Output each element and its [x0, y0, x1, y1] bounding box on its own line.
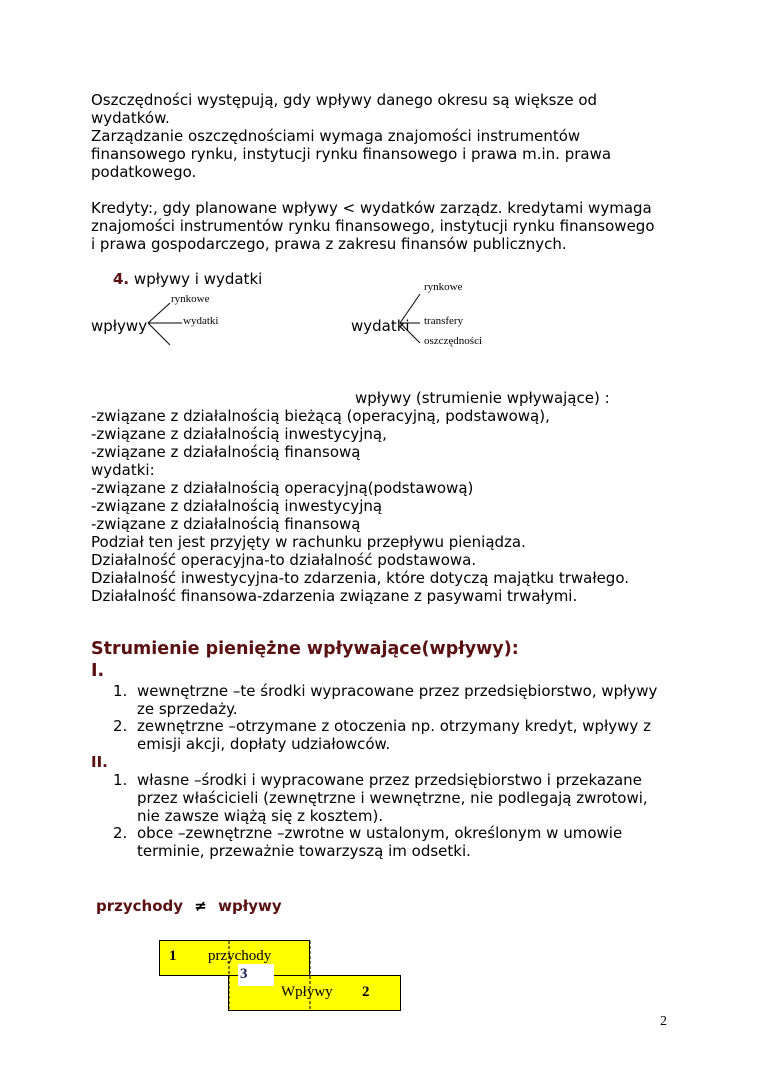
- list1-item1-line: wewnętrzne –te środki wypracowane przez przedsiębiorstwo, wpływy: [137, 682, 658, 700]
- intro-line-3: Zarządzanie oszczędnościami wymaga znajomości instrumentów: [91, 127, 581, 145]
- list1-item2-number: 2.: [113, 717, 128, 735]
- flows-line: -związane z działalnością inwestycyjną,: [91, 425, 387, 443]
- box2-number: 2: [362, 984, 370, 1000]
- intro-line-1: Oszczędności występują, gdy wpływy danego okresu są większe od: [91, 91, 598, 109]
- flows-header: wpływy (strumienie wpływające) :: [355, 389, 610, 407]
- list2-item1-line: własne –środki i wypracowane przez przedsiębiorstwo i przekazane: [137, 771, 642, 789]
- neq-right: wpływy: [218, 897, 282, 915]
- flows-line: -związane z działalnością operacyjną(podstawową): [91, 479, 474, 497]
- section-title: wpływy i wydatki: [133, 270, 263, 288]
- overlap-number: 3: [240, 966, 248, 982]
- intro-line-4: finansowego rynku, instytucji rynku finansowego i prawa m.in. prawa: [91, 145, 612, 163]
- list2-item1-line: przez właścicieli (zewnętrzne i wewnętrzne, nie podlegają zwrotowi,: [137, 789, 648, 807]
- credits-line-2: znajomości instrumentów rynku finansowego, instytucji rynku finansowego: [91, 217, 655, 235]
- roman-numeral-1: I.: [91, 661, 105, 681]
- cash-heading: Strumienie pieniężne wpływające(wpływy):: [91, 639, 519, 659]
- list1-item2-line: zewnętrzne –otrzymane z otoczenia np. otrzymany kredyt, wpływy z: [137, 717, 651, 735]
- list1-item1-number: 1.: [113, 682, 128, 700]
- flows-line: -związane z działalnością finansową: [91, 515, 361, 533]
- list1-item2-line: emisji akcji, dopłaty udziałowców.: [137, 735, 391, 753]
- list2-item2-number: 2.: [113, 824, 128, 842]
- right-diagram-branch-top: rynkowe: [424, 281, 463, 293]
- intro-line-5: podatkowego.: [91, 163, 197, 181]
- right-diagram-branch-bottom: oszczędności: [424, 335, 483, 347]
- flows-line: Działalność operacyjna-to działalność podstawowa.: [91, 551, 477, 569]
- section-number: 4.: [113, 270, 130, 288]
- list2-item2-line: terminie, przeważnie towarzyszą im odsetki.: [137, 842, 471, 860]
- not-equal-icon: ≠: [194, 897, 207, 915]
- roman-numeral-2: II.: [91, 753, 108, 771]
- box2-label: Wpływy: [281, 984, 333, 1000]
- left-diagram-root: wpływy: [91, 317, 148, 335]
- list2-item1-line: nie zawsze wiążą się z kosztem).: [137, 807, 384, 825]
- list2-item1-number: 1.: [113, 771, 128, 789]
- credits-line-1: Kredyty:, gdy planowane wpływy < wydatków zarządz. kredytami wymaga: [91, 199, 652, 217]
- flows-line: Działalność finansowa-zdarzenia związane z pasywami trwałymi.: [91, 587, 578, 605]
- flows-line: -związane z działalnością inwestycyjną: [91, 497, 383, 515]
- right-diagram-root: wydatki: [351, 317, 410, 335]
- left-diagram-branch-mid: wydatki: [183, 315, 219, 327]
- right-diagram-branch-mid: transfery: [424, 315, 464, 327]
- flows-line: -związane z działalnością bieżącą (operacyjną, podstawową),: [91, 407, 550, 425]
- list1-item1-line: ze sprzedaży.: [137, 700, 238, 718]
- neq-left: przychody: [96, 897, 184, 915]
- flows-line: wydatki:: [91, 461, 155, 479]
- flows-line: -związane z działalnością finansową: [91, 443, 361, 461]
- page-number: 2: [660, 1014, 667, 1029]
- flows-line: Działalność inwestycyjna-to zdarzenia, które dotyczą majątku trwałego.: [91, 569, 630, 587]
- credits-line-3: i prawa gospodarczego, prawa z zakresu finansów publicznych.: [91, 235, 567, 253]
- flows-line: Podział ten jest przyjęty w rachunku przepływu pieniądza.: [91, 533, 526, 551]
- box1-label: przychody: [208, 948, 272, 964]
- box1-number: 1: [169, 948, 177, 964]
- left-diagram-branch-top: rynkowe: [171, 293, 210, 305]
- list2-item2-line: obce –zewnętrzne –zwrotne w ustalonym, określonym w umowie: [137, 824, 623, 842]
- intro-line-2: wydatków.: [91, 109, 170, 127]
